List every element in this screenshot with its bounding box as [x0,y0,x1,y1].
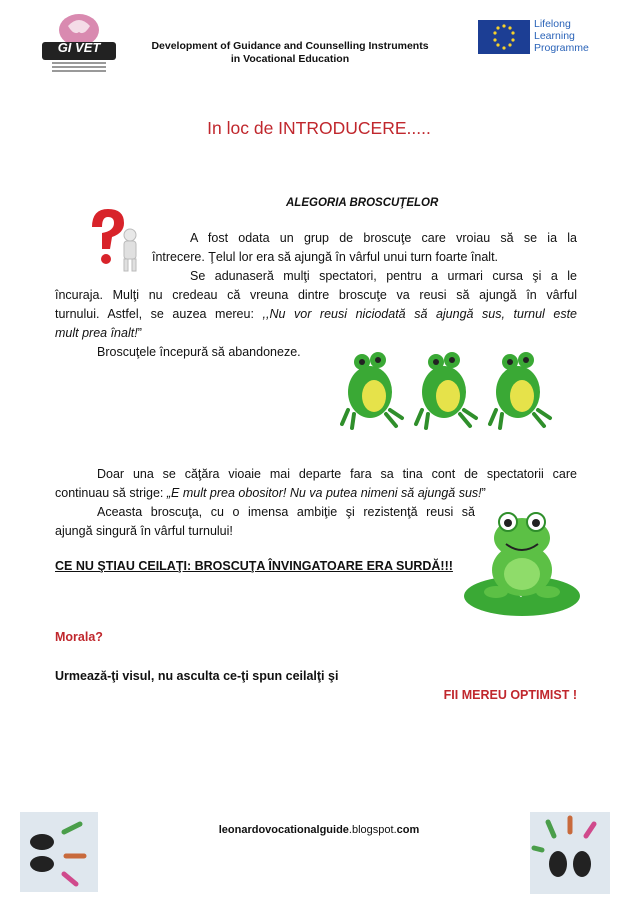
section-subtitle: ALEGORIA BROSCUŢELOR [286,197,439,209]
frog-3-icon [490,352,550,428]
three-frogs-illustration-icon [340,340,560,430]
paragraph-4-line1: Doar una se căţăra vioaie mai departe fara sa tina cont de spectatorii care [97,467,577,481]
advice-text: Urmează-ţi visul, nu asculta ce-ţi spun ceilalţi şi [55,669,339,683]
lifelong-learning-logo-text [534,18,604,54]
paragraph-4-line2 [55,484,577,503]
paragraph-2-line2: încuraja. Mulţi nu credeau că vreuna dintre broscuţe va reusi să ajungă în vârful [55,288,577,302]
frog-1-icon [342,352,402,428]
paragraph-2-line1: Se adunaseră mulţi spectatori, pentru a urmari cursa şi a le [190,269,577,283]
paragraph-1-line1: A fost odata un grup de broscuţe care vroiau să se ia la [190,231,577,245]
paragraph-3: Broscuţele începură să abandoneze. [97,345,301,359]
ll-line3: Programme [534,42,589,54]
ll-line1: Lifelong [534,18,571,30]
paragraph-5-line2: ajungă singură în vârful turnului! [55,524,233,538]
eu-flag-icon [478,20,530,54]
footer-link-end: com [396,824,420,836]
frog-2-icon [416,352,476,428]
paragraph-2-line3-text: turnului. Astfel, se auzea mereu: [55,307,263,321]
ll-line2: Learning [534,30,575,42]
paragraph-2-quote-part1: ,,Nu vor reusi niciodată să ajungă sus, turnul este [262,307,578,321]
header-title-line2: in Vocational Education [230,53,350,65]
footer-link-bold: leonardovocationalguide [218,824,349,836]
footer-blog-link[interactable] [0,824,638,836]
paragraph-2-line3 [55,305,577,324]
header-title [140,40,440,66]
paragraph-4-quote: „E mult prea obositor! Nu va putea nimeni să ajungă sus! [166,486,482,500]
page-title: In loc de INTRODUCERE..... [207,118,431,138]
question-mark-figure-icon [78,205,148,273]
footer-link-middle: .blogspot. [348,824,397,836]
paragraph-2-quote-part2: mult prea înalt! [55,326,138,340]
morala-label: Morala? [55,630,103,644]
paragraph-4-quote-close: ” [481,486,486,500]
paragraph-2-quote-close: ” [137,326,142,340]
paragraph-4-line2-text: continuau să strige: [55,486,167,500]
paragraph-5-line1: Aceasta broscuţa, cu o imensa ambiţie şi rezistenţă reusi să [97,505,475,519]
secret-statement: CE NU ŞTIAU CEILAŢI: BROSCUŢA ÎNVINGATOARE ERA SURDĂ!!! [55,559,453,573]
header-title-line1: Development of Guidance and Counselling Instruments [151,40,429,52]
optimist-text: FII MEREU OPTIMIST ! [443,688,577,702]
gi-vet-logo-text: GI VET [57,40,101,55]
paragraph-1-line2: întrecere. Ţelul lor era să ajungă în vârful unui turn foarte înalt. [152,250,499,264]
frog-on-lily-pad-icon [462,508,582,616]
